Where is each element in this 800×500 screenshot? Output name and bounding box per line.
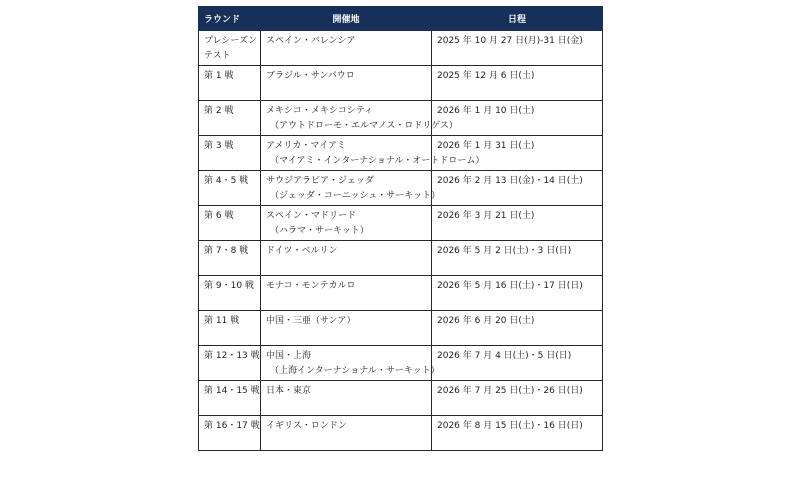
venue-name: ブラジル・サンパウロ xyxy=(266,71,355,81)
venue-name: 日本・東京 xyxy=(266,386,312,396)
venue-name: メキシコ・メキシコシティ xyxy=(266,106,374,116)
header-row xyxy=(199,7,603,31)
date-cell: 2026 年 7 月 4 日(土)・5 日(日) xyxy=(432,346,603,381)
venue-cell xyxy=(261,66,432,101)
table-row xyxy=(199,276,603,311)
venue-name: サウジアラビア・ジェッダ xyxy=(266,176,374,186)
venue-cell xyxy=(261,101,458,136)
table-row xyxy=(199,381,603,416)
venue-cell xyxy=(261,381,432,416)
date-cell: 2026 年 3 月 21 日(土) xyxy=(432,206,603,241)
venue-cell xyxy=(261,136,485,171)
venue-cell xyxy=(261,241,432,276)
table-row xyxy=(199,311,603,346)
venue-circuit: （アウトドローモ・エルマノス・ロドリゲス） xyxy=(270,121,458,131)
table-header xyxy=(199,7,603,31)
venue-name: モナコ・モンテカルロ xyxy=(266,281,356,291)
round-cell: 第 7・8 戦 xyxy=(199,241,261,276)
venue-cell xyxy=(261,31,432,66)
venue-name: 中国・三亜（サンア） xyxy=(266,316,356,326)
round-cell: 第 2 戦 xyxy=(199,101,261,136)
date-cell: 2026 年 5 月 2 日(土)・3 日(日) xyxy=(432,241,603,276)
table-body xyxy=(199,31,603,451)
venue-cell xyxy=(261,276,432,311)
race-schedule-table xyxy=(198,6,603,451)
venue-name: アメリカ・マイアミ xyxy=(266,141,346,151)
venue-cell xyxy=(261,346,440,381)
venue-name: スペイン・マドリード xyxy=(266,211,357,221)
header-date: 日程 xyxy=(432,7,603,31)
date-cell: 2026 年 8 月 15 日(土)・16 日(日) xyxy=(432,416,603,451)
round-cell: 第 6 戦 xyxy=(199,206,261,241)
venue-name: スペイン・バレンシア xyxy=(266,36,356,46)
venue-circuit: （マイアミ・インターナショナル・オートドローム） xyxy=(270,156,485,166)
table-row xyxy=(199,171,603,206)
venue-circuit: （ジェッダ・コーニッシュ・サーキット） xyxy=(270,191,441,201)
venue-cell xyxy=(261,416,432,451)
round-cell: 第 16・17 戦 xyxy=(199,416,261,451)
table-row xyxy=(199,136,603,171)
table-row xyxy=(199,101,603,136)
header-round: ラウンド xyxy=(199,7,261,31)
date-cell: 2026 年 7 月 25 日(土)・26 日(日) xyxy=(432,381,603,416)
round-cell: 第 9・10 戦 xyxy=(199,276,261,311)
date-cell: 2026 年 1 月 10 日(土) xyxy=(432,101,603,136)
table-row xyxy=(199,206,603,241)
round-cell: 第 11 戦 xyxy=(199,311,261,346)
venue-circuit: （ハラマ・サーキット） xyxy=(270,226,369,236)
round-cell: 第 12・13 戦 xyxy=(199,346,261,381)
venue-name: ドイツ・ベルリン xyxy=(266,246,338,256)
date-cell: 2026 年 6 月 20 日(土) xyxy=(432,311,603,346)
round-cell: 第 4・5 戦 xyxy=(199,171,261,206)
date-cell: 2026 年 1 月 31 日(土) xyxy=(432,136,603,171)
date-cell: 2025 年 12 月 6 日(土) xyxy=(432,66,603,101)
venue-cell xyxy=(261,171,441,206)
table-row xyxy=(199,66,603,101)
header-venue: 開催地 xyxy=(261,7,432,31)
venue-name: イギリス・ロンドン xyxy=(266,421,347,431)
round-cell: 第 1 戦 xyxy=(199,66,261,101)
venue-name: 中国・上海 xyxy=(266,351,312,361)
venue-cell xyxy=(261,311,432,346)
venue-circuit: （上海インターナショナル・サーキット） xyxy=(270,366,440,376)
date-cell: 2026 年 5 月 16 日(土)・17 日(日) xyxy=(432,276,603,311)
table-row xyxy=(199,346,603,381)
date-cell: 2025 年 10 月 27 日(月)-31 日(金) xyxy=(432,31,603,66)
round-cell: プレシーズンテスト xyxy=(199,31,261,66)
table-row xyxy=(199,416,603,451)
round-cell: 第 14・15 戦 xyxy=(199,381,261,416)
date-cell: 2026 年 2 月 13 日(金)・14 日(土) xyxy=(432,171,603,206)
venue-cell xyxy=(261,206,432,241)
round-cell: 第 3 戦 xyxy=(199,136,261,171)
table-row xyxy=(199,31,603,66)
table-row xyxy=(199,241,603,276)
